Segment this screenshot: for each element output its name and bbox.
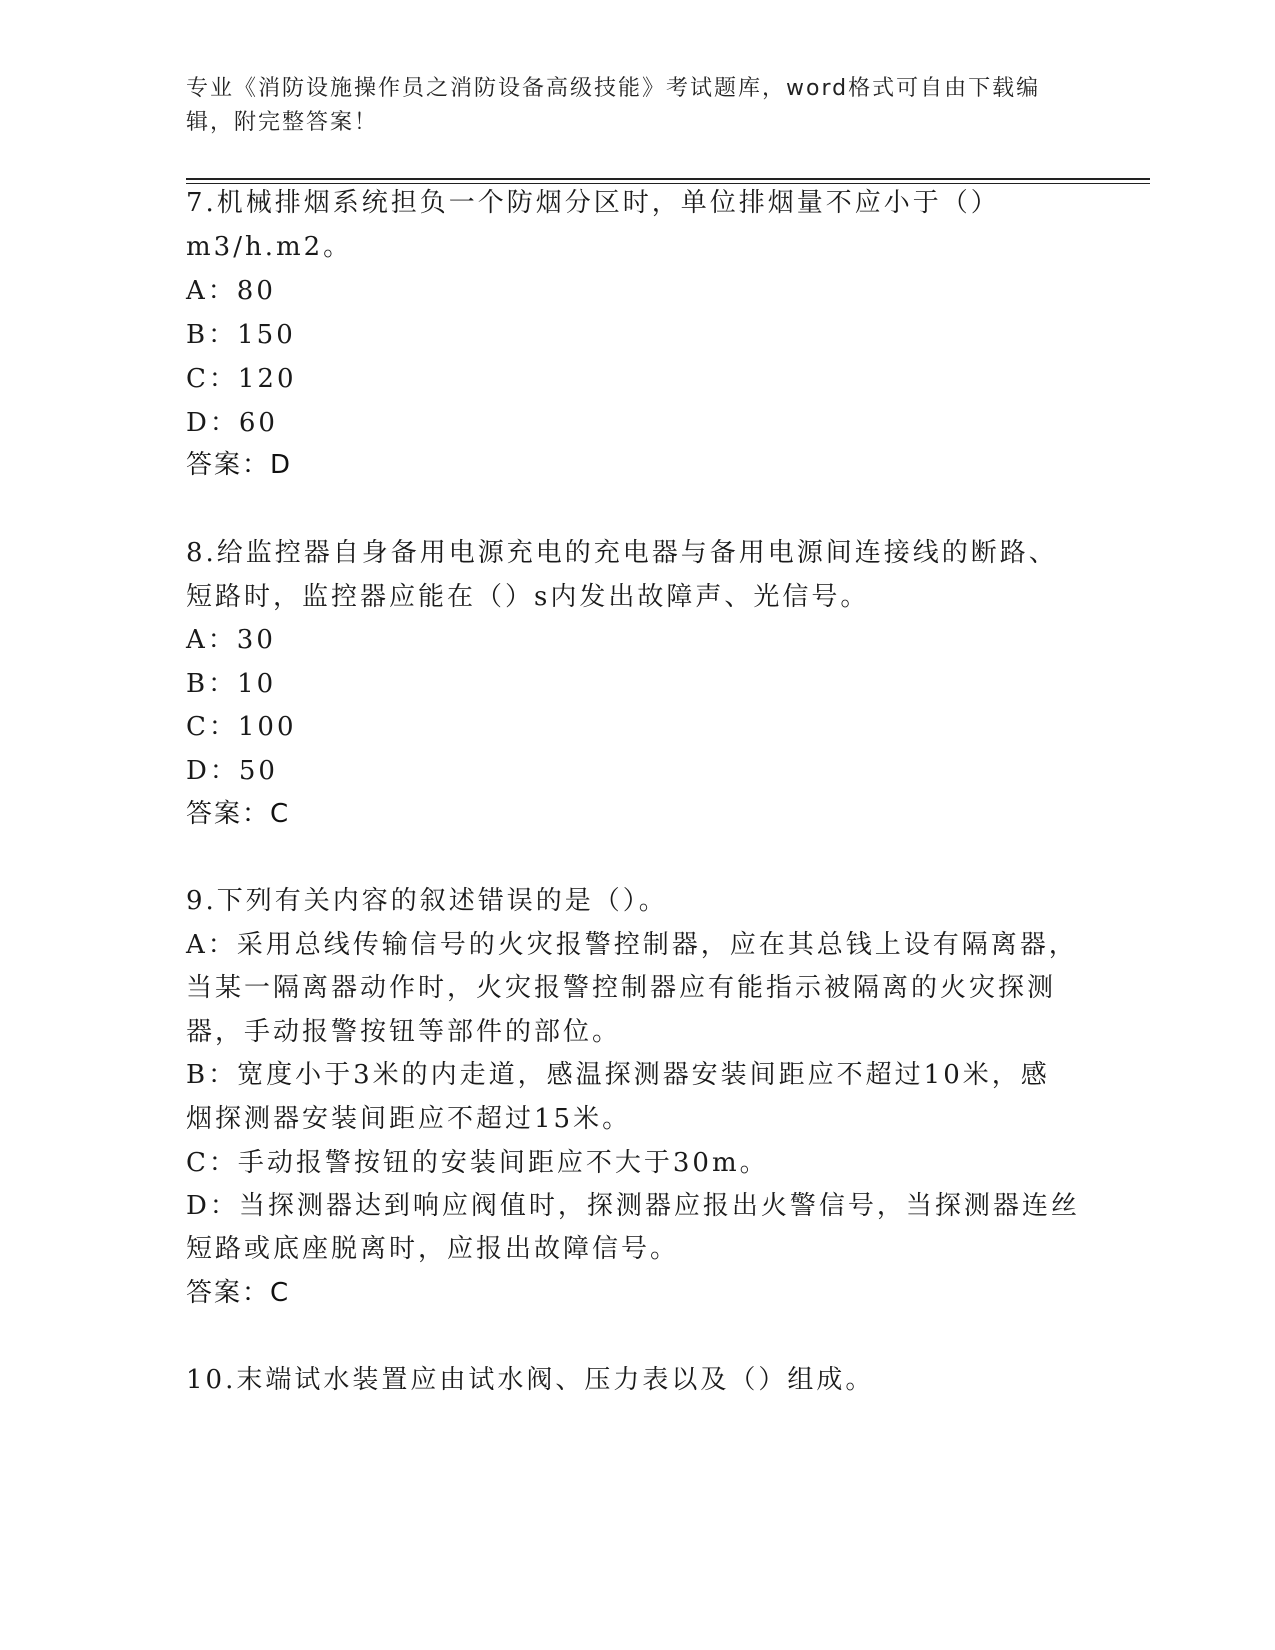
question-8-stem-line-1: 8.给监控器自身备用电源充电的充电器与备用电源间连接线的断路、 [186, 538, 1058, 568]
question-9-option-a-line-2: 当某一隔离器动作时，火灾报警控制器应有能指示被隔离的火灾探测 [186, 973, 1057, 1003]
question-8-option-c: C：100 [186, 712, 297, 742]
question-7-answer: 答案：D [186, 450, 293, 480]
question-7-stem-line-2: m3/h.m2。 [186, 232, 353, 262]
header-divider-thin [186, 183, 1150, 184]
question-7-stem-line-1: 7.机械排烟系统担负一个防烟分区时，单位排烟量不应小于（） [186, 188, 1000, 218]
header-line-1: 专业《消防设施操作员之消防设备高级技能》考试题库，word格式可自由下载编 [186, 76, 1041, 101]
question-8-answer: 答案：C [186, 799, 291, 829]
question-7-option-a: A：80 [186, 276, 276, 306]
question-7-option-d: D：60 [186, 408, 278, 438]
question-9-option-d-line-1: D：当探测器达到响应阀值时，探测器应报出火警信号，当探测器连丝 [186, 1191, 1080, 1221]
question-9-stem: 9.下列有关内容的叙述错误的是（）。 [186, 886, 668, 916]
question-9-option-b-line-2: 烟探测器安装间距应不超过15米。 [186, 1104, 632, 1134]
question-8-stem-line-2: 短路时，监控器应能在（）s内发出故障声、光信号。 [186, 582, 870, 612]
question-8-option-d: D：50 [186, 756, 278, 786]
question-8-option-a: A：30 [186, 625, 276, 655]
document-header [186, 72, 1066, 140]
question-9-answer: 答案：C [186, 1278, 291, 1308]
header-line-2: 辑，附完整答案！ [186, 110, 379, 135]
question-9-option-c: C：手动报警按钮的安装间距应不大于30m。 [186, 1148, 769, 1178]
question-9-option-a-line-3: 器，手动报警按钮等部件的部位。 [186, 1017, 622, 1047]
question-9-option-d-line-2: 短路或底座脱离时，应报出故障信号。 [186, 1234, 680, 1264]
question-8-option-b: B：10 [186, 669, 277, 699]
question-10-stem: 10.末端试水装置应由试水阀、压力表以及（）组成。 [186, 1365, 875, 1395]
question-7-option-b: B：150 [186, 320, 296, 350]
question-9-option-a-line-1: A：采用总线传输信号的火灾报警控制器，应在其总钱上设有隔离器， [186, 930, 1078, 960]
question-7-option-c: C：120 [186, 364, 297, 394]
header-divider-thick [186, 178, 1150, 180]
question-9-option-b-line-1: B：宽度小于3米的内走道，感温探测器安装间距应不超过10米，感 [186, 1060, 1050, 1090]
